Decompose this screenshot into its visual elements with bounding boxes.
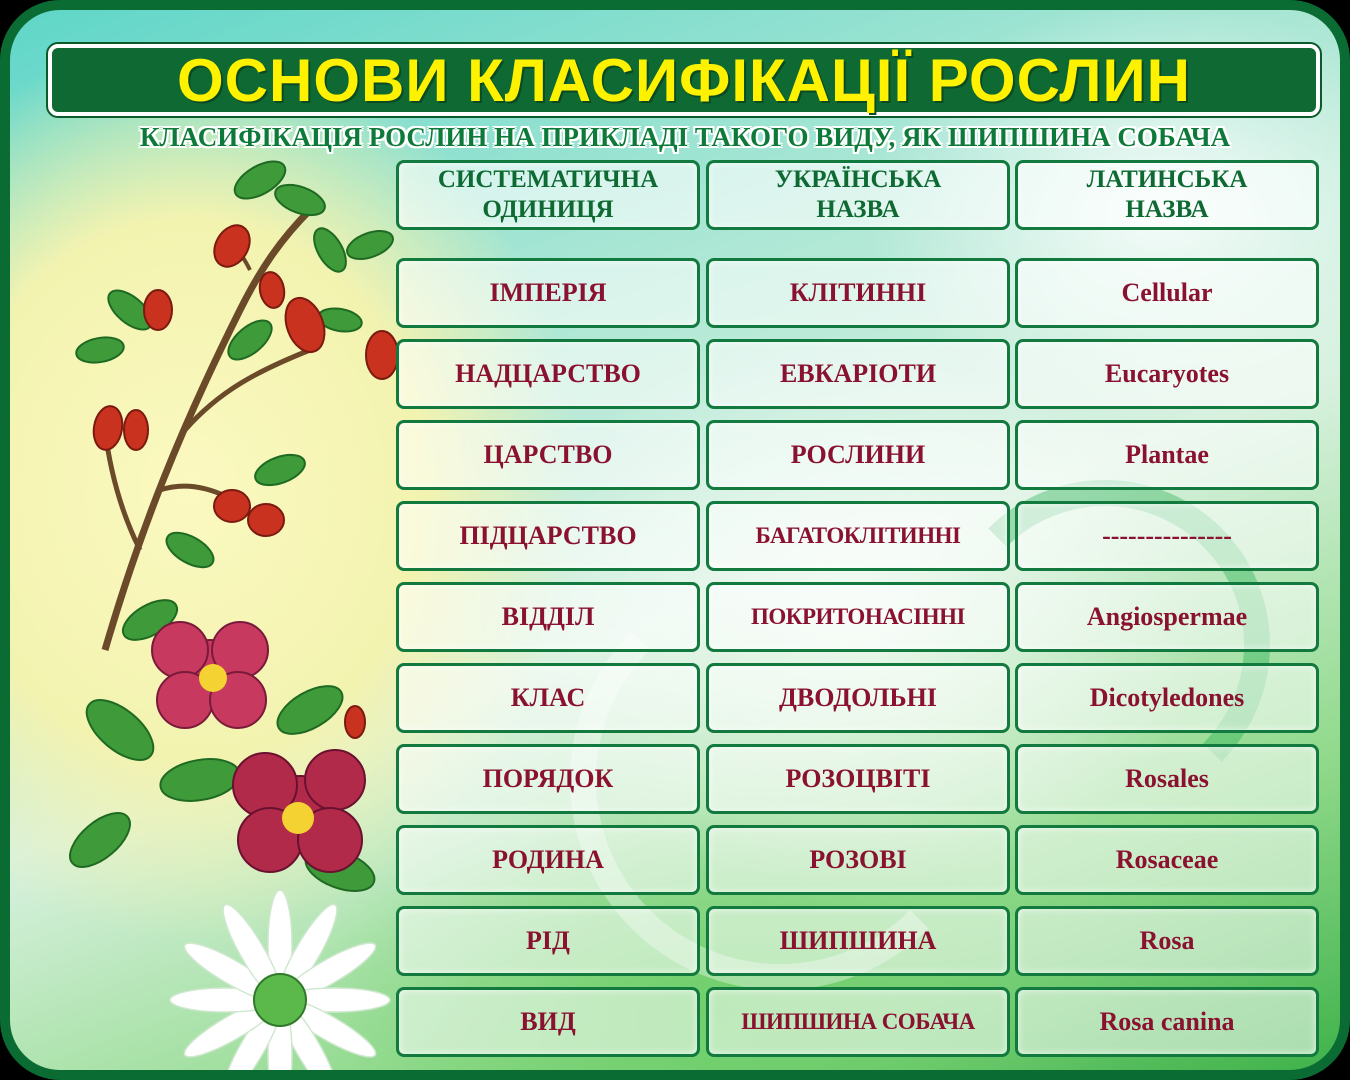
page-subtitle: КЛАСИФІКАЦІЯ РОСЛИН НА ПРИКЛАДІ ТАКОГО ВИДУ, ЯК ШИПШИНА СОБАЧА [139,122,1231,152]
table-cell-ukrainian: РОСЛИНИ [706,420,1010,490]
header-latin-name [1015,160,1319,230]
table-cell-unit: ПОРЯДОК [396,744,700,814]
table-cell-unit: ІМПЕРІЯ [396,258,700,328]
table-cell-unit: КЛАС [396,663,700,733]
header-line: ЛАТИНСЬКА [1086,166,1248,193]
table-cell-latin: Angiospermae [1015,582,1319,652]
table-cell-latin: Rosales [1015,744,1319,814]
title-banner [48,44,1320,116]
table-cell-unit: РОДИНА [396,825,700,895]
header-line: ОДИНИЦЯ [482,196,614,223]
header-line: НАЗВА [816,196,900,223]
table-cell-latin: Rosa [1015,906,1319,976]
header-line: СИСТЕМАТИЧНА [437,166,659,193]
header-systematic-unit [396,160,700,230]
table-cell-unit: РІД [396,906,700,976]
table-cell-unit: НАДЦАРСТВО [396,339,700,409]
table-cell-ukrainian: ШИПШИНА [706,906,1010,976]
table-cell-latin: Rosa canina [1015,987,1319,1057]
table-cell-ukrainian: БАГАТОКЛІТИННІ [706,501,1010,571]
table-cell-ukrainian: РОЗОВІ [706,825,1010,895]
page-title: ОСНОВИ КЛАСИФІКАЦІЇ РОСЛИН [177,46,1191,114]
table-cell-latin: Dicotyledones [1015,663,1319,733]
table-cell-unit: ВИД [396,987,700,1057]
table-cell-latin: Rosaceae [1015,825,1319,895]
table-cell-unit: ВІДДІЛ [396,582,700,652]
table-cell-latin: Plantae [1015,420,1319,490]
header-line: НАЗВА [1125,196,1209,223]
table-cell-unit: ПІДЦАРСТВО [396,501,700,571]
table-cell-ukrainian: ШИПШИНА СОБАЧА [706,987,1010,1057]
table-cell-ukrainian: КЛІТИННІ [706,258,1010,328]
table-cell-latin: --------------- [1015,501,1319,571]
table-cell-ukrainian: РОЗОЦВІТІ [706,744,1010,814]
header-ukrainian-name [706,160,1010,230]
table-cell-ukrainian: ДВОДОЛЬНІ [706,663,1010,733]
table-cell-ukrainian: ЕВКАРІОТИ [706,339,1010,409]
table-cell-latin: Cellular [1015,258,1319,328]
table-cell-latin: Eucaryotes [1015,339,1319,409]
table-cell-ukrainian: ПОКРИТОНАСІННІ [706,582,1010,652]
table-cell-unit: ЦАРСТВО [396,420,700,490]
rosehip-plant-illustration [10,10,410,1080]
header-line: УКРАЇНСЬКА [774,166,942,193]
